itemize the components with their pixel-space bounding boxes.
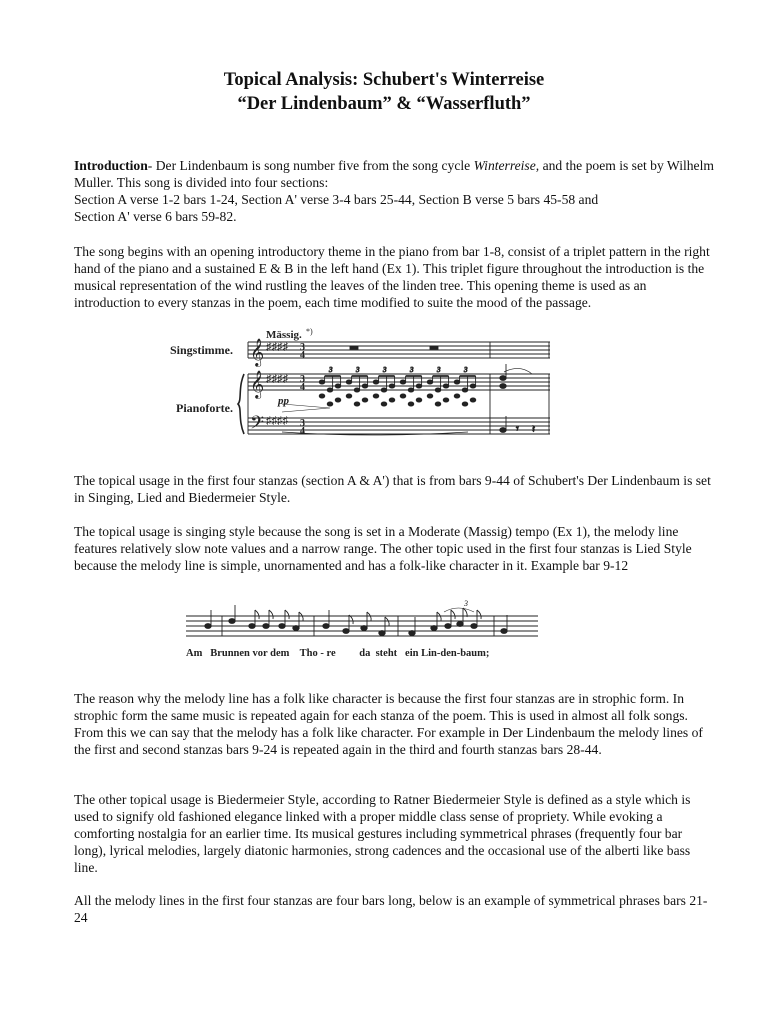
- note-head: [354, 388, 360, 392]
- note-head: [362, 398, 368, 402]
- note-head: [346, 380, 352, 384]
- score-example-2: [186, 600, 538, 662]
- piano-label: Pianoforte.: [176, 401, 233, 415]
- document-title: Topical Analysis: Schubert's Winterreise: [223, 70, 545, 90]
- svg-text:♯♯♯♯: ♯♯♯♯: [266, 415, 288, 427]
- note-head: [361, 626, 367, 631]
- triplet-mark: 3: [464, 366, 468, 374]
- time-sig-top: 3: [300, 342, 305, 353]
- note-flag: [437, 612, 441, 621]
- biedermeier-paragraph: The other topical usage is Biedermeier Style, according to Ratner Biedermeier Style is defined as a style which is used to signify old fashioned elegance linked with a proper middle class sense of propriety. While evoking a comforting nostalgia for an earlier time. Its musical gestures including symmetrical phrases (frequently four bar long), lyrical melodies, largely diatonic harmonies, strong cadences and the occasional use of the alberti like bass line.: [74, 792, 691, 875]
- svg-text:♯♯♯♯: ♯♯♯♯: [266, 341, 288, 353]
- intro-text-a: Der Lindenbaum is song number five from the song cycle: [155, 158, 474, 173]
- note-flag: [299, 612, 303, 621]
- intro-text-b: and the poem is set by Wilhelm Muller. This song is divided into four sections:: [74, 158, 714, 190]
- svg-text:3: 3: [300, 418, 305, 429]
- note-head: [279, 624, 285, 629]
- note-head: [427, 394, 433, 398]
- note-head: [416, 398, 422, 402]
- tempo-footnote-mark: *): [306, 328, 313, 336]
- opening-paragraph: The song begins with an opening introductory theme in the piano from bar 1-8, consist of a triplet pattern in the right hand of the piano and a sustained E & B in the left hand (Ex 1). This triplet figure throughout the introduction is the musical representation of the wind rustling the leaves of the linden tree. This opening theme is used as an introduction to every stanzas in the poem, each time modified to suite the mood of the passage.: [74, 244, 710, 310]
- note-head: [470, 398, 476, 402]
- note-flag: [255, 610, 259, 619]
- note-head: [379, 631, 385, 636]
- note-head: [293, 626, 299, 631]
- note-head: [229, 619, 235, 624]
- note-flag: [285, 610, 289, 619]
- note-head: [445, 624, 451, 629]
- note-head: [381, 388, 387, 392]
- note-head: [335, 384, 341, 388]
- treble-clef-icon: 𝄞: [250, 372, 265, 398]
- triplet-mark: 3: [356, 366, 360, 374]
- intro-sections-2: Section A' verse 6 bars 59-82.: [74, 209, 237, 224]
- note-head: [501, 629, 507, 634]
- note-head: [408, 402, 414, 406]
- note-head: [443, 398, 449, 402]
- note-head: [263, 624, 269, 629]
- bass-clef-icon: 𝄢: [250, 412, 265, 437]
- note-head: [389, 384, 395, 388]
- note-head: [362, 384, 368, 388]
- note-head: [389, 398, 395, 402]
- note-flag: [367, 612, 371, 621]
- note-flag: [477, 610, 481, 619]
- note-head: [431, 626, 437, 631]
- note-head: [409, 631, 415, 636]
- triplet-mark: 3: [464, 600, 468, 608]
- intro-sections-1: Section A verse 1-2 bars 1-24, Section A' verse 3-4 bars 25-44, Section B verse 5 bars 45-58 and: [74, 192, 599, 207]
- note-head: [327, 388, 333, 392]
- note-head: [408, 388, 414, 392]
- note-head: [470, 384, 476, 388]
- note-head: [400, 380, 406, 384]
- svg-text:4: 4: [300, 382, 305, 393]
- svg-text:4: 4: [300, 426, 305, 437]
- note-head: [454, 380, 460, 384]
- intro-cycle-name: Winterreise,: [473, 158, 540, 173]
- note-head: [335, 398, 341, 402]
- note-head: [354, 402, 360, 406]
- triplet-mark: 3: [410, 366, 414, 374]
- folk-paragraph: The reason why the melody line has a folk like character is because the first four stanzas are in strophic form. In strophic form the same music is repeated again for each stanza of the poem. This is used in almost all folk songs. From this we can say that the melody has a folk like character. For example in Der Lindenbaum the melody lines of the first and second stanzas bars 9-24 is repeated again in the third and fourth stanzas bars 28-44.: [74, 691, 703, 757]
- intro-dash: -: [147, 158, 156, 173]
- note-head: [427, 380, 433, 384]
- note-head: [319, 380, 325, 384]
- note-head: [319, 394, 325, 398]
- triplet-mark: 3: [383, 366, 387, 374]
- note-head: [454, 394, 460, 398]
- note-head: [462, 388, 468, 392]
- svg-text:3: 3: [300, 374, 305, 385]
- time-sig-bottom: 4: [300, 350, 305, 361]
- note-flag: [451, 610, 455, 619]
- note-head: [471, 624, 477, 629]
- note-head: [249, 624, 255, 629]
- note-head: [381, 402, 387, 406]
- svg-text:♯♯♯♯: ♯♯♯♯: [266, 373, 288, 385]
- note-head: [205, 624, 211, 629]
- note-head: [373, 380, 379, 384]
- note-head: [416, 384, 422, 388]
- triplet-mark: 3: [329, 366, 333, 374]
- note-head: [400, 394, 406, 398]
- intro-paragraph: [74, 157, 714, 225]
- singer-label: Singstimme.: [170, 343, 233, 357]
- note-head: [457, 622, 463, 627]
- note-head: [323, 624, 329, 629]
- note-flag: [385, 617, 389, 626]
- topical-paragraph-1: The topical usage in the first four stanzas (section A & A') that is from bars 9-44 of Schubert's Der Lindenbaum is set in Singing, Lied and Biedermeier Style.: [74, 473, 711, 505]
- note-head: [343, 629, 349, 634]
- treble-clef-icon: 𝄞: [250, 340, 265, 366]
- note-head: [346, 394, 352, 398]
- svg-text:𝄽: 𝄽: [532, 424, 536, 435]
- note-head: [327, 402, 333, 406]
- note-head: [462, 402, 468, 406]
- svg-text:𝄾: 𝄾: [516, 424, 519, 435]
- topical-paragraph-2: The topical usage is singing style because the song is set in a Moderate (Massig) tempo (Ex 1), the melody line features relatively slow note values and a narrow range. The other topic used in the first four stanzas is Lied Style because the melody line is simple, unornamented and has a folk-like character in it. Example bar 9-12: [74, 524, 692, 573]
- phrases-paragraph: All the melody lines in the first four stanzas are four bars long, below is an example of symmetrical phrases bars 21-24: [74, 893, 708, 925]
- lyrics-line: Am Brunnen vor dem Tho - re da steht ein Lin-den-baum;: [186, 648, 490, 659]
- dynamic-marking: pp: [278, 395, 289, 407]
- document-subtitle: “Der Lindenbaum” & “Wasserfluth”: [237, 94, 531, 114]
- score-example-1: [170, 328, 550, 450]
- note-head: [373, 394, 379, 398]
- note-head: [435, 402, 441, 406]
- note-head: [435, 388, 441, 392]
- intro-label: Introduction: [74, 158, 148, 173]
- tempo-marking: Mässig.: [266, 329, 302, 341]
- triplet-mark: 3: [437, 366, 441, 374]
- note-flag: [269, 610, 273, 619]
- note-head: [443, 384, 449, 388]
